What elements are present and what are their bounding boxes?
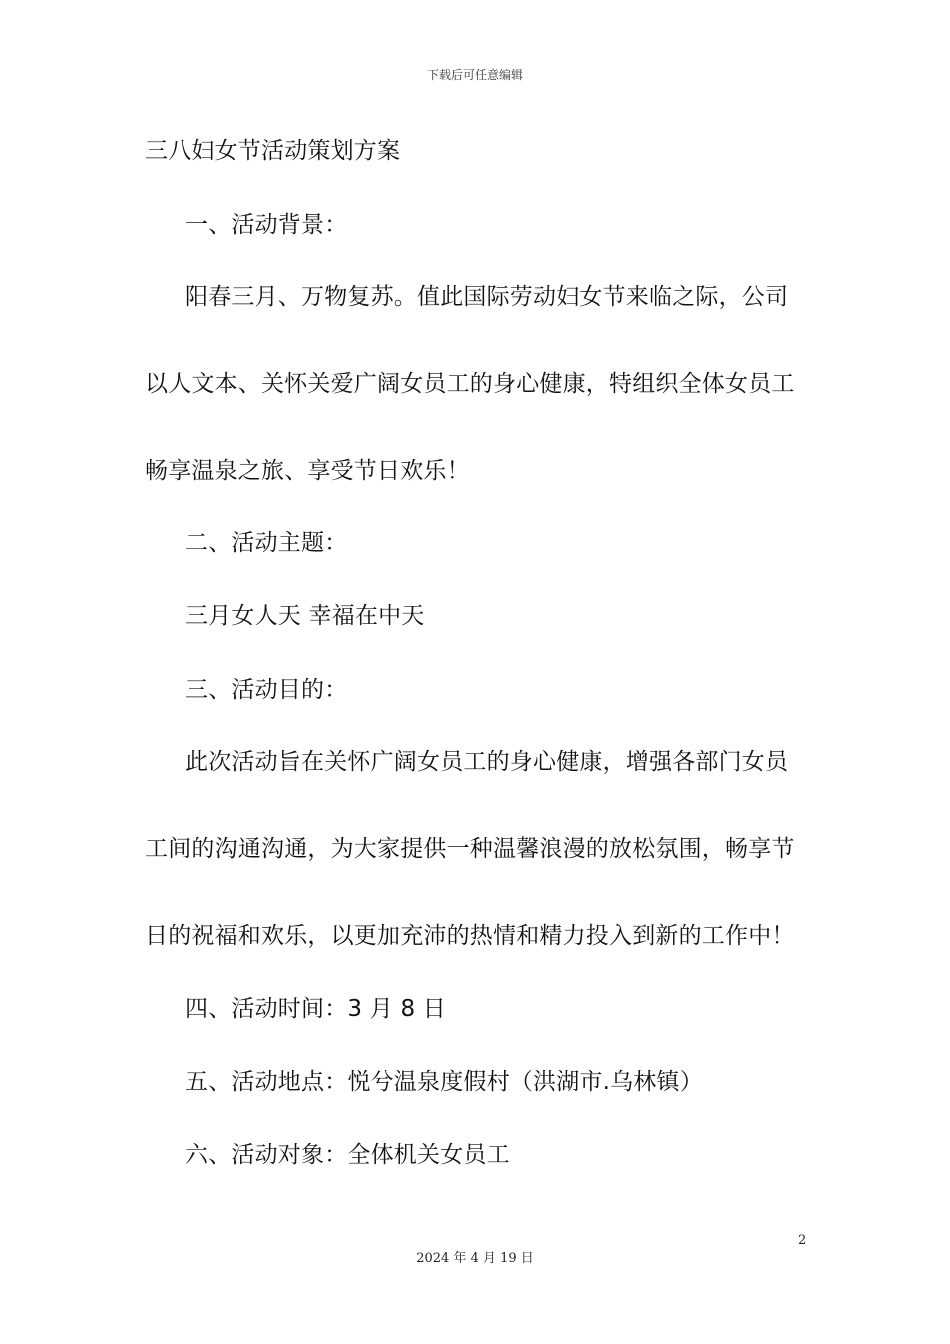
- section-time: 四、活动时间：3 月 8 日: [185, 996, 446, 1022]
- document-title: 三八妇女节活动策划方案: [145, 138, 401, 164]
- theme-text: 三月女人天 幸福在中天: [185, 603, 425, 629]
- paragraph-line: 日的祝福和欢乐，以更加充沛的热情和精力投入到新的工作中！: [145, 923, 795, 949]
- section-audience: 六、活动对象：全体机关女员工: [185, 1142, 510, 1168]
- paragraph-line: 畅享温泉之旅、享受节日欢乐！: [145, 458, 470, 484]
- paragraph-line: 工间的沟通沟通，为大家提供一种温馨浪漫的放松氛围，畅享节: [145, 836, 795, 862]
- paragraph-line: 阳春三月、万物复苏。值此国际劳动妇女节来临之际，公司: [185, 284, 789, 310]
- page-number: 2: [798, 1233, 807, 1248]
- section-heading-theme: 二、活动主题：: [185, 530, 348, 556]
- footer-date: 2024 年 4 月 19 日: [416, 1251, 534, 1266]
- section-location: 五、活动地点：悦兮温泉度假村（洪湖市.乌林镇）: [185, 1069, 703, 1095]
- paragraph-line: 以人文本、关怀关爱广阔女员工的身心健康，特组织全体女员工: [145, 371, 795, 397]
- section-heading-background: 一、活动背景：: [185, 212, 348, 238]
- paragraph-line: 此次活动旨在关怀广阔女员工的身心健康，增强各部门女员: [185, 749, 789, 775]
- section-heading-purpose: 三、活动目的：: [185, 677, 348, 703]
- page-header: 下载后可任意编辑: [426, 68, 523, 82]
